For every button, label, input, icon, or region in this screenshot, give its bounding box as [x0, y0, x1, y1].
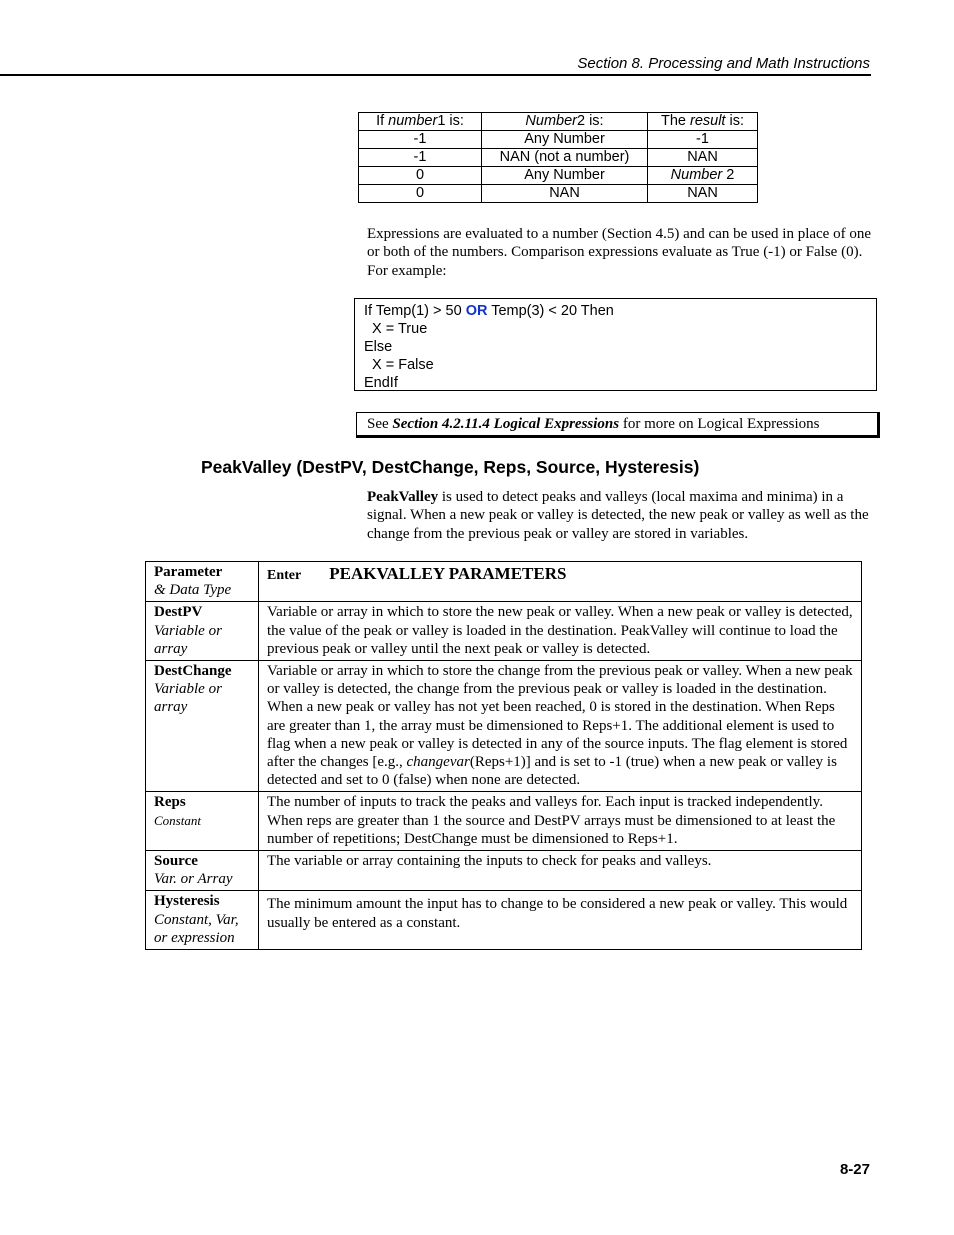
param-type: Var. or Array: [154, 871, 233, 888]
section-reference-link[interactable]: Section 4.2.11.4 Logical Expressions: [392, 416, 620, 432]
param-description: The number of inputs to track the peaks and valleys for. Each input is tracked independently. When reps are greater than 1 the source and DestPV arrays must be dimensioned to at least the number of repetitions; DestChange must be dimensioned to Reps+1.: [259, 792, 862, 851]
table-row: [146, 851, 862, 891]
header-rule: [0, 74, 871, 76]
code-line: X = False: [364, 357, 434, 373]
code-line: If Temp(1) > 50 OR Temp(3) < 20 Then: [364, 303, 614, 319]
param-header-title-cell: Enter PEAKVALLEY PARAMETERS: [259, 562, 862, 602]
truth-table-header-row: [359, 113, 758, 131]
code-line: EndIf: [364, 375, 398, 391]
param-name: DestChange: [154, 663, 232, 680]
table-row: [146, 792, 862, 851]
param-description: Variable or array in which to store the new peak or valley. When a new peak or valley is detected, the value of the peak or valley is loaded in the destination. PeakValley will continue to load the previous peak or valley until the next peak or valley is detected.: [259, 602, 862, 661]
truth-cell: NAN: [482, 185, 648, 203]
param-header-row: [146, 562, 862, 602]
param-type: Variable or array: [154, 622, 222, 657]
truth-cell: 0: [359, 185, 482, 203]
table-title: PEAKVALLEY PARAMETERS: [329, 564, 567, 583]
code-line: Else: [364, 339, 393, 355]
truth-cell: Number 2: [648, 167, 758, 185]
code-line: X = True: [364, 321, 428, 337]
logic-truth-table: [358, 112, 758, 203]
param-type: Variable or array: [154, 681, 222, 716]
expressions-paragraph: Expressions are evaluated to a number (Section 4.5) and can be used in place of one or both of the numbers. Comparison expressions evaluate as True (-1) or False (0). For example:: [367, 226, 871, 279]
param-type: Constant, Var, or expression: [154, 911, 239, 946]
param-description: The variable or array containing the inputs to check for peaks and valleys.: [259, 851, 862, 891]
code-example: [354, 298, 877, 391]
param-description: Variable or array in which to store the change from the previous peak or valley. When a new peak or valley is detected, the change from the previous peak or valley is loaded in the destination. When a new peak or valley has not yet been reached, 0 is stored in the destination. When Reps are greater than 1, the array must be dimensioned to Reps+1. The additional element is used to flag when a new peak or valley is detected in any of the source inputs. The flag element is stored after the changes [e.g., changevar(Reps+1)] and is set to -1 (true) when a new peak or valley is detected and set to 0 (false) when none are detected.: [259, 661, 862, 792]
truth-cell: Any Number: [482, 167, 648, 185]
table-row: [146, 661, 862, 792]
param-name: Hysteresis: [154, 893, 220, 910]
or-keyword: OR: [465, 303, 488, 319]
truth-cell: NAN (not a number): [482, 149, 648, 167]
truth-header-result: The result is:: [648, 113, 758, 131]
see-also-note: See Section 4.2.11.4 Logical Expressions for more on Logical Expressions: [356, 412, 880, 438]
truth-cell: Any Number: [482, 131, 648, 149]
truth-cell: -1: [359, 131, 482, 149]
parameter-table: [145, 561, 862, 950]
truth-cell: -1: [359, 149, 482, 167]
param-header-cell: Parameter & Data Type: [146, 562, 259, 602]
peakvalley-intro: PeakValley is used to detect peaks and valleys (local maxima and minima) in a signal. When a new peak or valley is detected, the new peak or valley as well as the change from the previous peak or valley are stored in variables.: [367, 489, 869, 542]
table-row: [146, 891, 862, 950]
section-heading: PeakValley (DestPV, DestChange, Reps, Source, Hysteresis): [201, 457, 700, 477]
param-name: DestPV: [154, 604, 203, 621]
param-name: Source: [154, 853, 198, 870]
param-type: Constant: [154, 812, 201, 828]
truth-cell: NAN: [648, 185, 758, 203]
truth-header-number2: Number2 is:: [482, 113, 648, 131]
truth-cell: -1: [648, 131, 758, 149]
table-row: [359, 131, 758, 149]
table-row: [359, 185, 758, 203]
param-description: The minimum amount the input has to change to be considered a new peak or valley. This would usually be entered as a constant.: [259, 891, 862, 950]
truth-header-number1: If number1 is:: [359, 113, 482, 131]
param-name: Reps: [154, 794, 186, 811]
table-row: [359, 167, 758, 185]
page-number: 8-27: [839, 1161, 870, 1178]
running-header: Section 8. Processing and Math Instructions: [577, 55, 870, 72]
truth-cell: NAN: [648, 149, 758, 167]
table-row: [146, 602, 862, 661]
truth-cell: 0: [359, 167, 482, 185]
table-row: [359, 149, 758, 167]
